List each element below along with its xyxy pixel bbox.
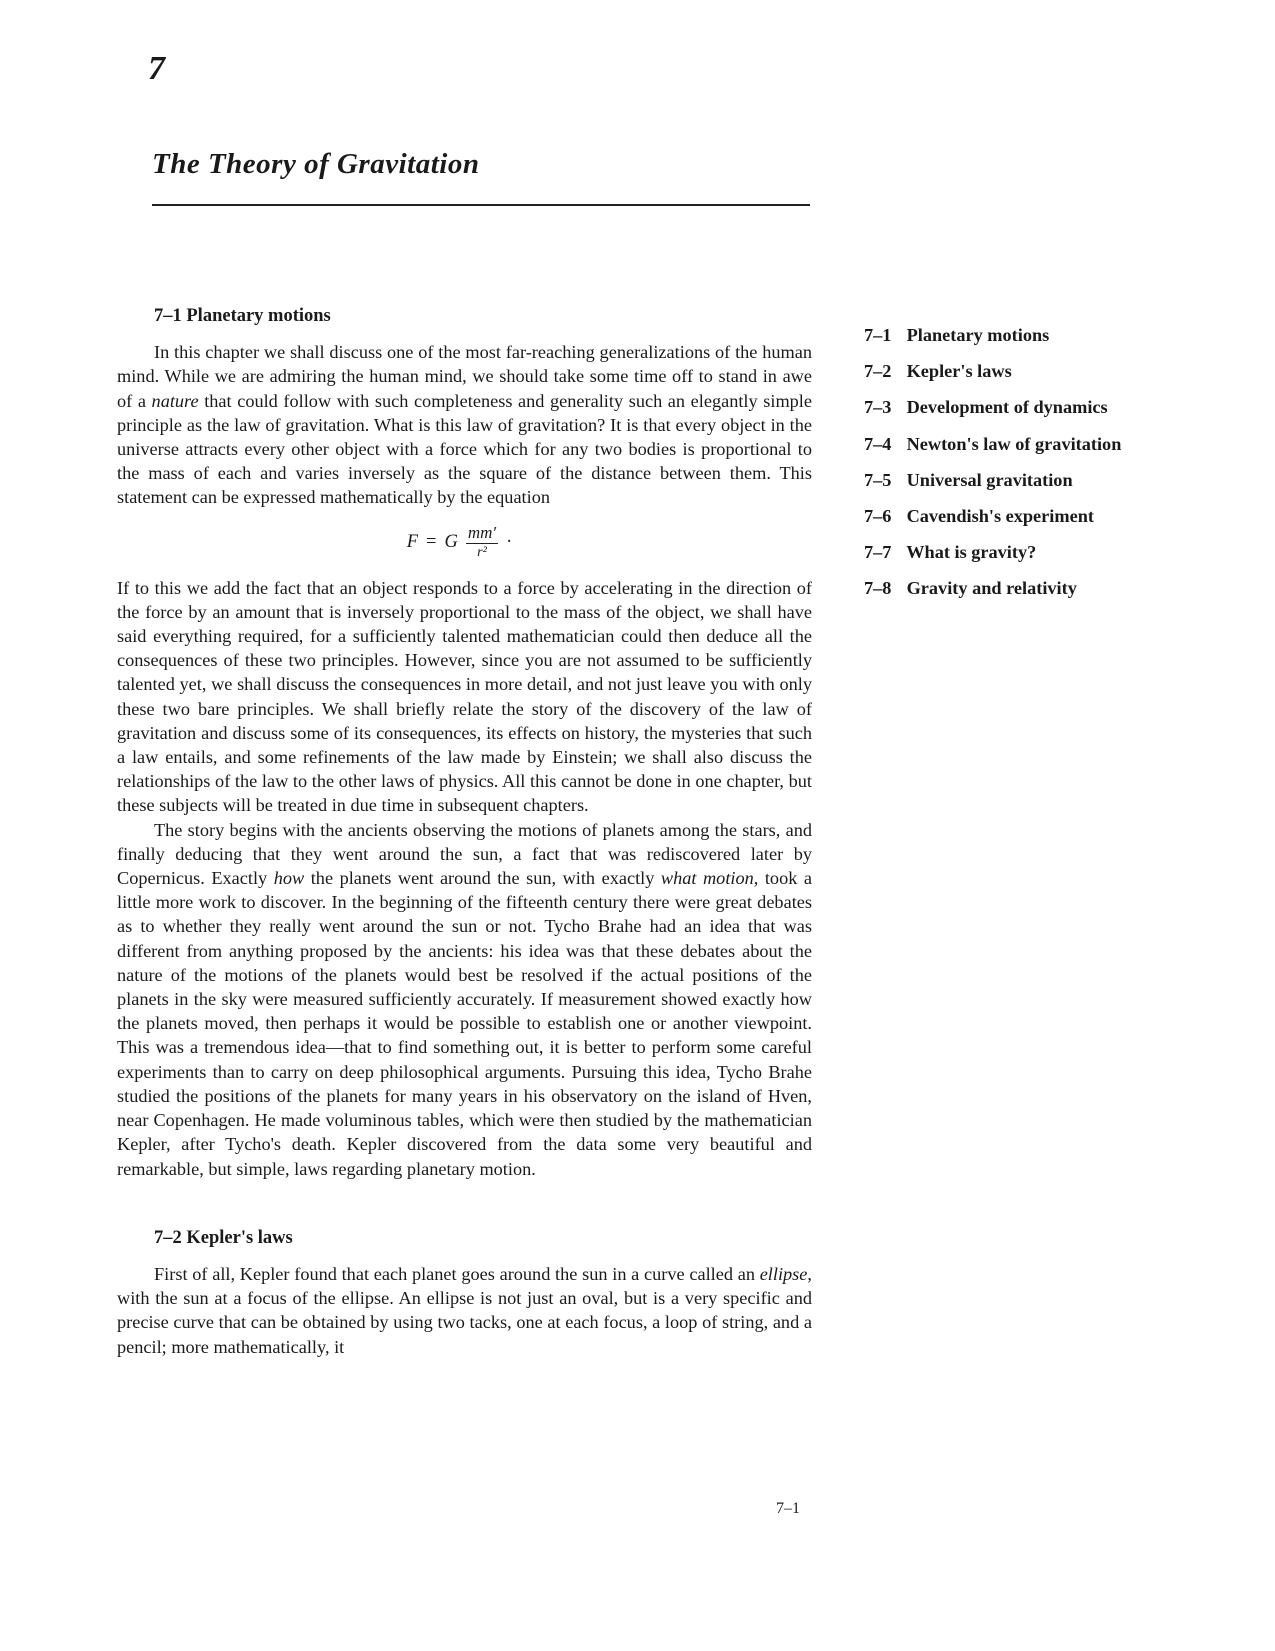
equation-fraction — [466, 524, 498, 560]
toc-item[interactable] — [864, 359, 1244, 395]
emphasis: ellipse — [759, 1263, 808, 1284]
gravitation-equation — [117, 524, 812, 558]
section-heading-7-2: 7–2 Kepler's laws — [154, 1227, 293, 1248]
paragraph — [117, 340, 812, 509]
toc-item[interactable] — [864, 432, 1244, 468]
paragraph — [117, 1262, 812, 1359]
chapter-number: 7 — [148, 50, 165, 87]
text-run: , took a little more work to discover. In the beginning of the fifteenth century there were great debates as to whether they really went around the sun or not. Tycho Brahe had an idea that was different from anything proposed by the ancients: his idea was that these debates about the nature of the motions of the planets would best be resolved if the actual positions of the planets in the sky were measured sufficiently accurately. If measurement showed exactly how the planets moved, then perhaps it would be possible to establish one or another viewpoint. This was a tremendous idea—that to find something out, it is better to perform some careful experiments than to carry on deep philosophical arguments. Pursuing this idea, Tycho Brahe studied the positions of the planets for many years in his observatory on the island of Hven, near Copenhagen. He made voluminous tables, which were then studied by the mathematician Kepler, after Tycho's death. Kepler discovered from the data some very beautiful and remarkable, but simple, laws regarding planetary motion. — [117, 868, 812, 1179]
section-heading-7-1: 7–1 Planetary motions — [154, 306, 331, 326]
emphasis: how — [273, 868, 305, 889]
equation-end: · — [506, 531, 513, 552]
toc-item-label: Gravity and relativity — [906, 578, 1077, 599]
section-toc — [864, 323, 1244, 613]
toc-item-number: 7–5 — [864, 469, 892, 490]
emphasis: what motion — [660, 868, 754, 889]
toc-item-number: 7–7 — [864, 542, 892, 563]
main-column — [117, 304, 812, 1359]
toc-item[interactable] — [864, 576, 1244, 612]
toc-item-number: 7–6 — [864, 505, 892, 526]
text-run: , with the sun at a focus of the ellipse. An ellipse is not just an oval, but is a very specific and precise curve that can be obtained by using two tacks, one at each focus, a loop of string, and a pencil; more mathematically, it — [117, 1263, 812, 1357]
toc-item[interactable] — [864, 468, 1244, 504]
text-run: First of all, Kepler found that each planet goes around the sun in a curve called an — [154, 1263, 760, 1284]
equation-constant: G — [444, 531, 458, 552]
chapter-title: The Theory of Gravitation — [152, 148, 480, 180]
toc-item-label: What is gravity? — [906, 542, 1037, 563]
toc-item-label: Planetary motions — [906, 325, 1050, 345]
toc-item-label: Kepler's laws — [906, 361, 1012, 382]
toc-item-label: Universal gravitation — [906, 469, 1073, 490]
toc-item-number: 7–8 — [864, 578, 892, 599]
text-run: In this chapter we shall discuss one of the most far-reaching generalizations of the human mind. While we are admiring the human mind, we should take some time off to stand in awe of a — [117, 342, 812, 411]
toc-item[interactable] — [864, 540, 1244, 576]
toc-item-number: 7–1 — [864, 325, 892, 345]
toc-item[interactable] — [864, 395, 1244, 431]
toc-item-label: Cavendish's experiment — [906, 505, 1094, 526]
paragraph: If to this we add the fact that an object responds to a force by accelerating in the direction of the force by an amount that is inversely proportional to the mass of the object, we shall have said everything required, for a sufficiently talented mathematician could then deduce all the consequences of these two principles. However, since you are not assumed to be sufficiently talented yet, we shall discuss the consequences in more detail, and not just leave you with only these two bare principles. We shall briefly relate the story of the discovery of the law of gravitation and discuss some of its consequences, its effects on history, the mysteries that such a law entails, and some refinements of the law made by Einstein; we shall also discuss the relationships of the law to the other laws of physics. All this cannot be done in one chapter, but these subjects will be treated in due time in subsequent chapters. — [117, 577, 812, 816]
equation-lhs: F — [406, 531, 419, 552]
toc-item[interactable] — [864, 323, 1244, 359]
text-run: that could follow with such completeness and generality such an elegantly simple principle as the law of gravitation. What is this law of gravitation? It is that every object in the universe attracts every other object with a force which for any two bodies is proportional to the mass of each and varies inversely as the square of the distance between them. This statement can be expressed mathematically by the equation — [117, 390, 812, 508]
page-number: 7–1 — [776, 1500, 800, 1517]
text-run: the planets went around the sun, with exactly — [304, 868, 661, 889]
toc-item[interactable] — [864, 504, 1244, 540]
equation-numerator: mm′ — [467, 522, 497, 542]
toc-item-label: Newton's law of gravitation — [906, 433, 1122, 454]
equation-equals: = — [426, 531, 437, 552]
emphasis: nature — [151, 390, 199, 411]
toc-item-number: 7–4 — [864, 433, 892, 454]
title-rule — [152, 204, 810, 206]
toc-item-label: Development of dynamics — [906, 397, 1108, 418]
paragraph — [117, 818, 812, 1181]
text-run: The story begins with the ancients observing the motions of planets among the stars, and finally deducing that they went around the sun, a fact that was rediscovered later by Copernicus. Exactly — [117, 819, 812, 889]
equation-denominator: r² — [477, 544, 487, 560]
toc-item-number: 7–2 — [864, 361, 892, 382]
toc-item-number: 7–3 — [864, 397, 892, 418]
